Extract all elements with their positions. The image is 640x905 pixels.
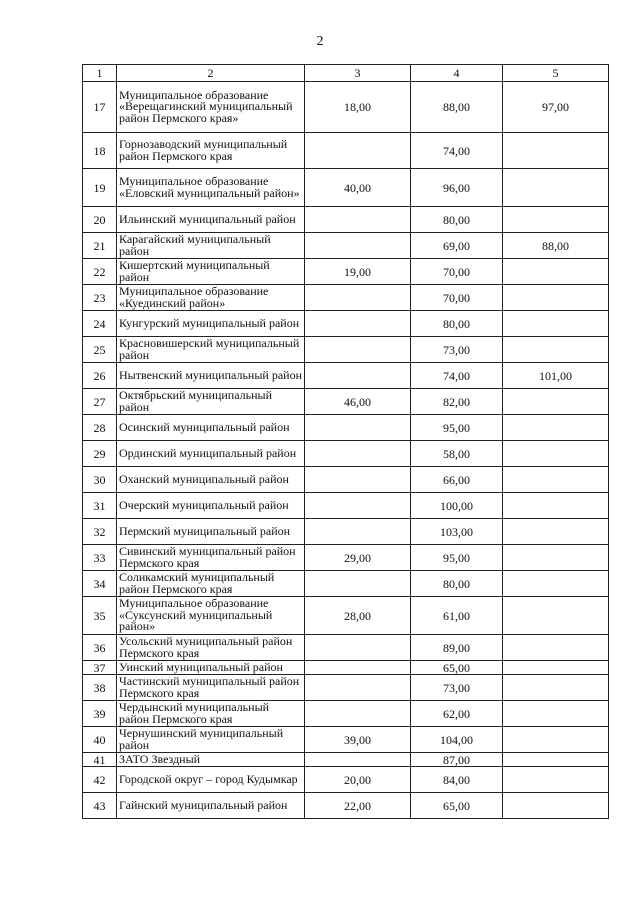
value-col-5 — [503, 169, 609, 207]
municipality-name: Нытвенский муниципальный район — [117, 363, 305, 389]
value-col-4: 87,00 — [411, 753, 503, 767]
value-col-4: 73,00 — [411, 337, 503, 363]
value-col-3: 19,00 — [305, 259, 411, 285]
row-number: 23 — [83, 285, 117, 311]
table-row — [83, 545, 609, 571]
value-col-4: 61,00 — [411, 597, 503, 635]
value-col-5 — [503, 207, 609, 233]
value-col-3: 40,00 — [305, 169, 411, 207]
value-col-5 — [503, 675, 609, 701]
row-number: 26 — [83, 363, 117, 389]
value-col-5: 97,00 — [503, 82, 609, 133]
value-col-4: 104,00 — [411, 727, 503, 753]
value-col-5: 101,00 — [503, 363, 609, 389]
value-col-4: 95,00 — [411, 545, 503, 571]
municipality-name: Частинский муниципальный район Пермского края — [117, 675, 305, 701]
table-row — [83, 635, 609, 661]
municipality-name: Красновишерский муниципальный район — [117, 337, 305, 363]
row-number: 40 — [83, 727, 117, 753]
value-col-4: 62,00 — [411, 701, 503, 727]
row-number: 36 — [83, 635, 117, 661]
value-col-4: 96,00 — [411, 169, 503, 207]
value-col-3: 29,00 — [305, 545, 411, 571]
value-col-3 — [305, 675, 411, 701]
municipality-name: Муниципальное образование «Верещагинский муниципальный район Пермского края» — [117, 82, 305, 133]
municipality-name: Муниципальное образование «Суксунский муниципальный район» — [117, 597, 305, 635]
municipality-name: Оханский муниципальный район — [117, 467, 305, 493]
value-col-4: 58,00 — [411, 441, 503, 467]
value-col-4: 69,00 — [411, 233, 503, 259]
row-number: 21 — [83, 233, 117, 259]
municipality-name: Уинский муниципальный район — [117, 661, 305, 675]
column-header: 5 — [503, 65, 609, 82]
value-col-5 — [503, 389, 609, 415]
municipality-name: Ильинский муниципальный район — [117, 207, 305, 233]
value-col-4: 80,00 — [411, 311, 503, 337]
value-col-5 — [503, 727, 609, 753]
value-col-3: 22,00 — [305, 793, 411, 819]
municipality-name: Кишертский муниципальный район — [117, 259, 305, 285]
value-col-3 — [305, 133, 411, 169]
value-col-3 — [305, 311, 411, 337]
value-col-3 — [305, 207, 411, 233]
row-number: 28 — [83, 415, 117, 441]
value-col-5 — [503, 415, 609, 441]
row-number: 20 — [83, 207, 117, 233]
value-col-5 — [503, 441, 609, 467]
value-col-3: 20,00 — [305, 767, 411, 793]
value-col-4: 80,00 — [411, 207, 503, 233]
value-col-3 — [305, 285, 411, 311]
table-row — [83, 207, 609, 233]
value-col-5 — [503, 311, 609, 337]
municipality-name: Муниципальное образование «Еловский муниципальный район» — [117, 169, 305, 207]
table-row — [83, 441, 609, 467]
table-row — [83, 571, 609, 597]
table-header-row — [83, 65, 609, 82]
value-col-5 — [503, 519, 609, 545]
value-col-4: 88,00 — [411, 82, 503, 133]
row-number: 31 — [83, 493, 117, 519]
table-row — [83, 363, 609, 389]
table-row — [83, 389, 609, 415]
table-row — [83, 311, 609, 337]
table-row — [83, 753, 609, 767]
value-col-4: 65,00 — [411, 793, 503, 819]
value-col-4: 70,00 — [411, 285, 503, 311]
row-number: 42 — [83, 767, 117, 793]
row-number: 22 — [83, 259, 117, 285]
value-col-5 — [503, 635, 609, 661]
municipality-name: Горнозаводский муниципальный район Пермского края — [117, 133, 305, 169]
value-col-5 — [503, 133, 609, 169]
value-col-3 — [305, 415, 411, 441]
municipality-name: Очерский муниципальный район — [117, 493, 305, 519]
table-row — [83, 133, 609, 169]
value-col-3 — [305, 635, 411, 661]
table-row — [83, 493, 609, 519]
value-col-3 — [305, 467, 411, 493]
row-number: 25 — [83, 337, 117, 363]
table-row — [83, 793, 609, 819]
table-row — [83, 82, 609, 133]
value-col-4: 95,00 — [411, 415, 503, 441]
municipality-name: Усольский муниципальный район Пермского края — [117, 635, 305, 661]
municipality-name: Чердынский муниципальный район Пермского края — [117, 701, 305, 727]
row-number: 27 — [83, 389, 117, 415]
value-col-3 — [305, 753, 411, 767]
municipality-name: Ординский муниципальный район — [117, 441, 305, 467]
value-col-3 — [305, 661, 411, 675]
table-row — [83, 767, 609, 793]
value-col-4: 65,00 — [411, 661, 503, 675]
value-col-3: 28,00 — [305, 597, 411, 635]
row-number: 30 — [83, 467, 117, 493]
municipality-name: Городской округ – город Кудымкар — [117, 767, 305, 793]
table-row — [83, 597, 609, 635]
value-col-3 — [305, 519, 411, 545]
value-col-3 — [305, 493, 411, 519]
value-col-5 — [503, 467, 609, 493]
row-number: 37 — [83, 661, 117, 675]
value-col-4: 84,00 — [411, 767, 503, 793]
value-col-3: 46,00 — [305, 389, 411, 415]
table-row — [83, 285, 609, 311]
value-col-4: 100,00 — [411, 493, 503, 519]
municipality-name: Октябрьский муниципальный район — [117, 389, 305, 415]
value-col-3 — [305, 571, 411, 597]
column-header: 4 — [411, 65, 503, 82]
value-col-5 — [503, 701, 609, 727]
table-row — [83, 727, 609, 753]
row-number: 19 — [83, 169, 117, 207]
row-number: 43 — [83, 793, 117, 819]
row-number: 18 — [83, 133, 117, 169]
value-col-5 — [503, 545, 609, 571]
value-col-4: 74,00 — [411, 133, 503, 169]
municipality-name: Гайнский муниципальный район — [117, 793, 305, 819]
table-row — [83, 169, 609, 207]
row-number: 17 — [83, 82, 117, 133]
column-header: 3 — [305, 65, 411, 82]
value-col-5 — [503, 493, 609, 519]
row-number: 39 — [83, 701, 117, 727]
municipality-name: Соликамский муниципальный район Пермского края — [117, 571, 305, 597]
municipality-name: Муниципальное образование «Куединский район» — [117, 285, 305, 311]
table-row — [83, 233, 609, 259]
municipality-name: Карагайский муниципальный район — [117, 233, 305, 259]
value-col-4: 80,00 — [411, 571, 503, 597]
municipality-name: Чернушинский муниципальный район — [117, 727, 305, 753]
value-col-4: 70,00 — [411, 259, 503, 285]
table-row — [83, 415, 609, 441]
row-number: 32 — [83, 519, 117, 545]
value-col-5 — [503, 793, 609, 819]
value-col-4: 74,00 — [411, 363, 503, 389]
value-col-5 — [503, 259, 609, 285]
row-number: 33 — [83, 545, 117, 571]
table-row — [83, 519, 609, 545]
table-row — [83, 701, 609, 727]
value-col-3 — [305, 233, 411, 259]
row-number: 35 — [83, 597, 117, 635]
municipality-name: Сивинский муниципальный район Пермского края — [117, 545, 305, 571]
value-col-5 — [503, 661, 609, 675]
row-number: 29 — [83, 441, 117, 467]
row-number: 41 — [83, 753, 117, 767]
municipality-name: Кунгурский муниципальный район — [117, 311, 305, 337]
value-col-3: 18,00 — [305, 82, 411, 133]
municipality-name: Осинский муниципальный район — [117, 415, 305, 441]
value-col-5 — [503, 767, 609, 793]
row-number: 38 — [83, 675, 117, 701]
value-col-3 — [305, 441, 411, 467]
value-col-4: 89,00 — [411, 635, 503, 661]
row-number: 24 — [83, 311, 117, 337]
value-col-5 — [503, 285, 609, 311]
value-col-4: 73,00 — [411, 675, 503, 701]
table-row — [83, 661, 609, 675]
table-row — [83, 259, 609, 285]
column-header: 1 — [83, 65, 117, 82]
table-row — [83, 467, 609, 493]
municipality-name: ЗАТО Звездный — [117, 753, 305, 767]
value-col-4: 82,00 — [411, 389, 503, 415]
value-col-3 — [305, 337, 411, 363]
value-col-5 — [503, 337, 609, 363]
column-header: 2 — [117, 65, 305, 82]
value-col-5 — [503, 571, 609, 597]
value-col-3: 39,00 — [305, 727, 411, 753]
value-col-4: 103,00 — [411, 519, 503, 545]
municipality-name: Пермский муниципальный район — [117, 519, 305, 545]
value-col-3 — [305, 701, 411, 727]
value-col-5 — [503, 753, 609, 767]
value-col-5: 88,00 — [503, 233, 609, 259]
table-row — [83, 337, 609, 363]
table-row — [83, 675, 609, 701]
row-number: 34 — [83, 571, 117, 597]
value-col-3 — [305, 363, 411, 389]
value-col-5 — [503, 597, 609, 635]
data-table — [82, 64, 609, 819]
value-col-4: 66,00 — [411, 467, 503, 493]
page-number: 2 — [316, 34, 324, 49]
